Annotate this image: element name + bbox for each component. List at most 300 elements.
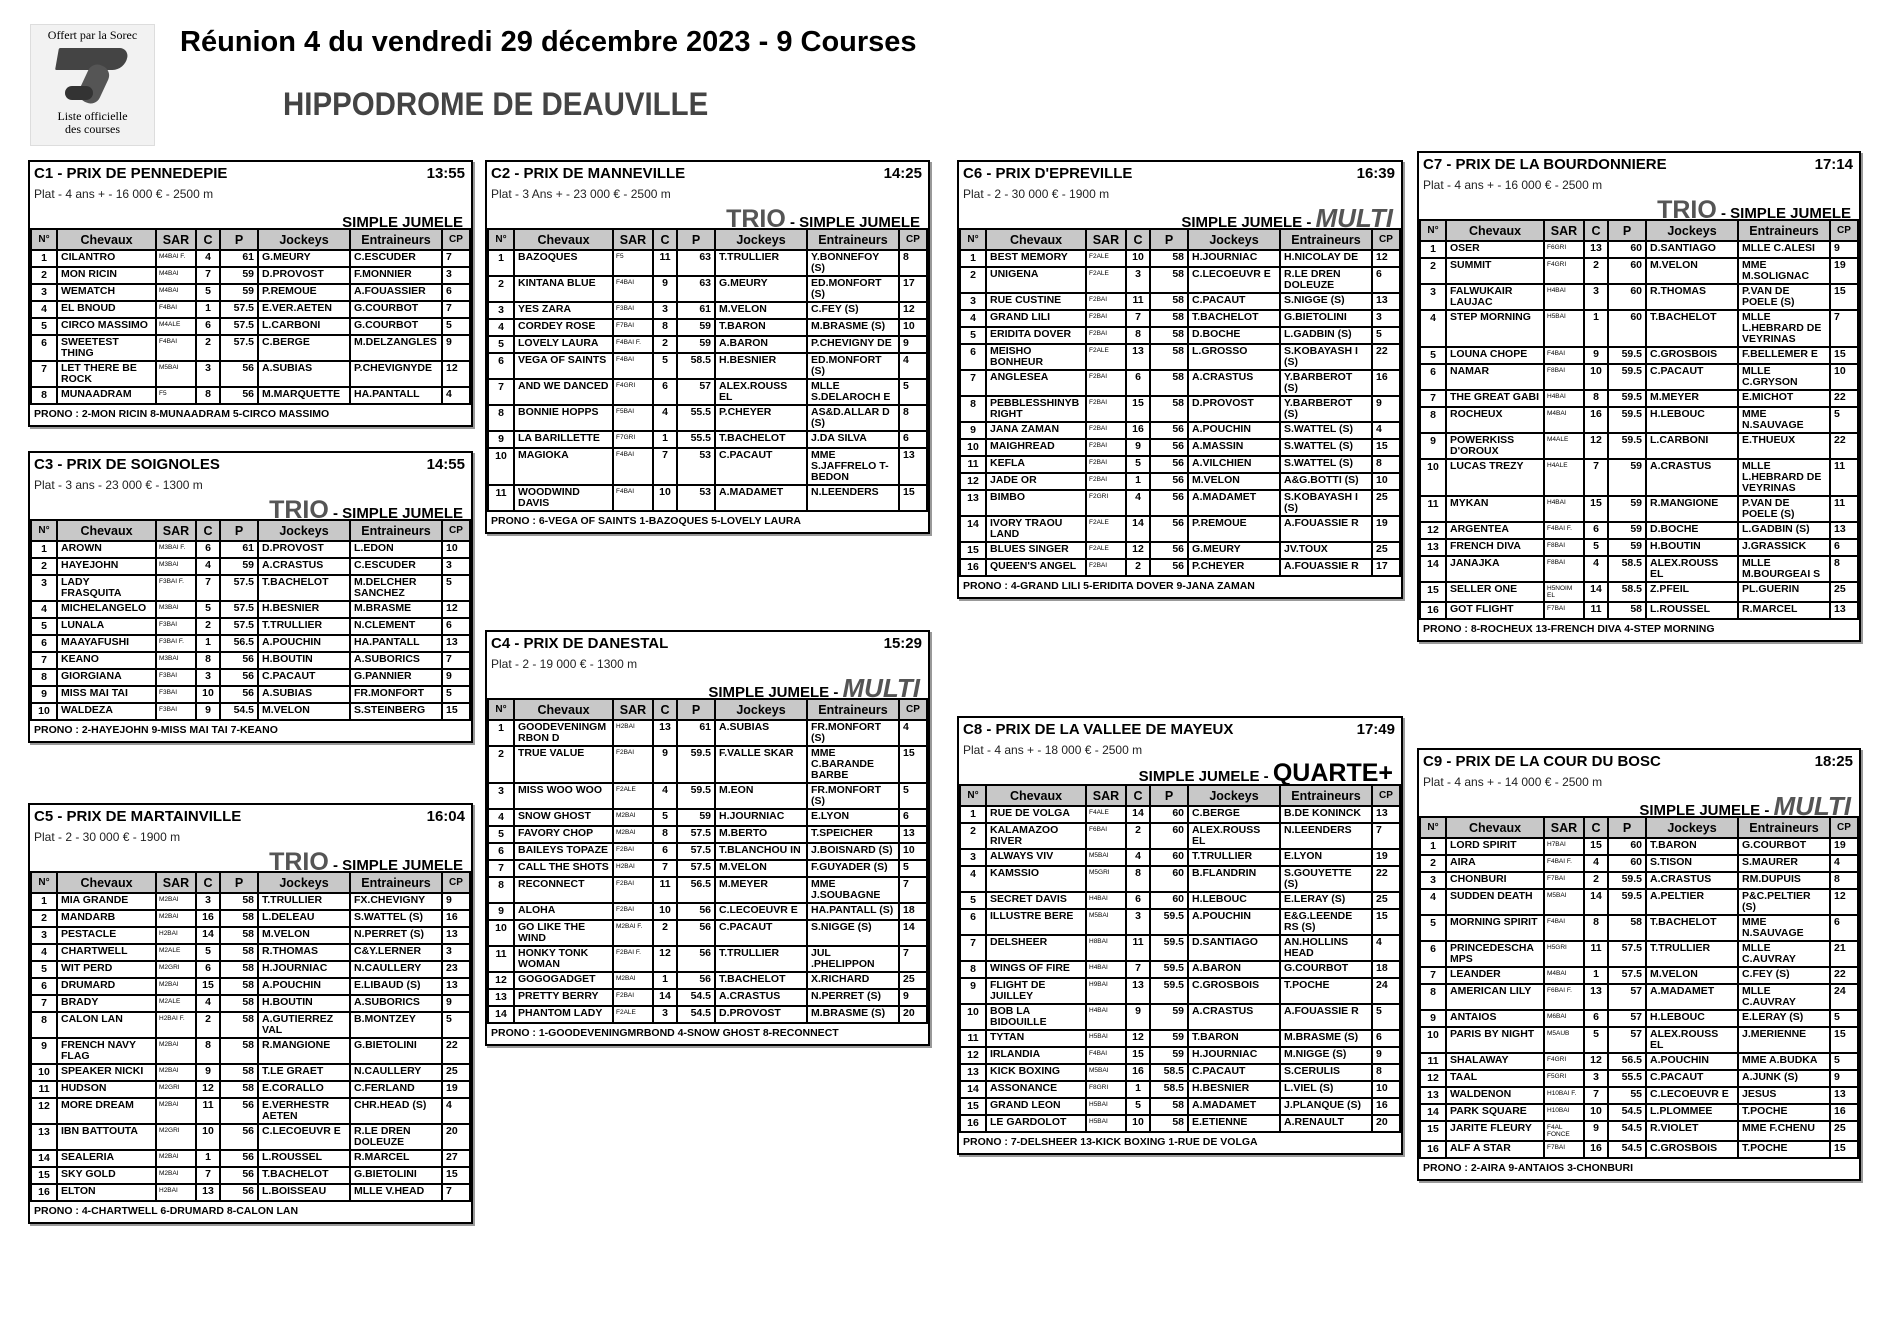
cell-horse: KALAMAZOO RIVER <box>986 823 1086 849</box>
cell-poids: 58 <box>220 910 258 927</box>
cell-corde: 3 <box>653 302 677 319</box>
cell-number: 13 <box>1420 1087 1446 1104</box>
cell-horse: MIA GRANDE <box>57 893 156 910</box>
cell-jockey: P.REMOUE <box>258 284 350 301</box>
cell-jockey: D.SANTIAGO <box>1188 935 1280 961</box>
cell-jockey: C.LECOEUVR E <box>1188 267 1280 293</box>
runners-table <box>959 228 1401 577</box>
cell-number: 1 <box>488 720 514 746</box>
cell-horse: WALDEZA <box>57 703 156 720</box>
cell-jockey: A.PELTIER <box>1646 889 1738 915</box>
runners-table <box>1419 219 1859 620</box>
cell-poids: 56 <box>1150 439 1188 456</box>
cell-jockey: M.EON <box>715 783 807 809</box>
cell-horse: OSER <box>1446 241 1544 258</box>
column-header: P <box>1608 817 1646 838</box>
cell-horse: GIORGIANA <box>57 669 156 686</box>
cell-number: 14 <box>1420 556 1446 582</box>
cell-number: 11 <box>488 946 514 972</box>
cell-corde: 14 <box>653 989 677 1006</box>
bet-main: SIMPLE JUMELE - <box>1181 214 1316 231</box>
cell-jockey: C.GROSBOIS <box>1188 978 1280 1004</box>
cell-number: 4 <box>1420 889 1446 915</box>
table-row <box>31 1012 470 1038</box>
table-header <box>488 229 927 250</box>
cell-corde: 16 <box>196 910 220 927</box>
cell-cp: 6 <box>1830 539 1858 556</box>
cell-cp: 5 <box>442 318 470 335</box>
cell-cp: 7 <box>442 1184 470 1201</box>
cell-corde: 5 <box>1126 456 1150 473</box>
cell-trainer: E.LERAY (S) <box>1280 892 1372 909</box>
cell-sar: M3BAI F. <box>156 541 196 558</box>
table-row <box>960 559 1400 576</box>
cell-horse: BAILEYS TOPAZE <box>514 843 613 860</box>
cell-jockey: A.BARON <box>1188 961 1280 978</box>
cell-cp: 7 <box>899 946 927 972</box>
cell-trainer: M.BRASME (S) <box>1280 1030 1372 1047</box>
cell-trainer: FR.MONFORT (S) <box>807 720 899 746</box>
cell-trainer: F.BELLEMER E <box>1738 347 1830 364</box>
cell-corde: 1 <box>1584 310 1608 347</box>
cell-corde: 13 <box>653 720 677 746</box>
cell-horse: BONNIE HOPPS <box>514 405 613 431</box>
cell-jockey: ALEX.ROUSS EL <box>1188 823 1280 849</box>
cell-poids: 58 <box>1150 396 1188 422</box>
cell-trainer: S.STEINBERG <box>350 703 442 720</box>
cell-jockey: G.MEURY <box>258 250 350 267</box>
table-row <box>31 618 470 635</box>
race-name: C6 - PRIX D'EPREVILLE <box>963 165 1133 182</box>
cell-jockey: H.JOURNIAC <box>715 809 807 826</box>
cell-cp: 15 <box>1830 1027 1858 1053</box>
cell-number: 3 <box>1420 284 1446 310</box>
table-row <box>31 301 470 318</box>
cell-horse: WALDENON <box>1446 1087 1544 1104</box>
cell-jockey: A.POUCHIN <box>1188 909 1280 935</box>
cell-cp: 13 <box>1830 522 1858 539</box>
race-conditions: Plat - 4 ans + - 16 000 € - 2500 m <box>1423 178 1603 192</box>
cell-sar: M2GRI <box>156 1124 196 1150</box>
cell-number: 13 <box>1420 539 1446 556</box>
cell-trainer: FR.MONFORT <box>350 686 442 703</box>
cell-poids: 58 <box>220 1081 258 1098</box>
table-row <box>31 558 470 575</box>
cell-corde: 7 <box>653 860 677 877</box>
cell-corde: 12 <box>1584 433 1608 459</box>
cell-jockey: C.PACAUT <box>1188 1064 1280 1081</box>
logo-top-text: Offert par la Sorec <box>47 28 138 42</box>
cell-corde: 13 <box>1584 984 1608 1010</box>
race-time: 18:25 <box>1814 753 1853 770</box>
column-header: Jockeys <box>258 872 350 893</box>
cell-cp: 4 <box>1372 935 1400 961</box>
table-row <box>31 335 470 361</box>
cell-number: 8 <box>488 405 514 431</box>
cell-jockey: C.LECOEUVR E <box>1646 1087 1738 1104</box>
cell-corde: 12 <box>1584 1053 1608 1070</box>
cell-poids: 55.5 <box>677 431 715 448</box>
cell-trainer: R.MARCEL <box>1738 602 1830 619</box>
cell-corde: 11 <box>1126 935 1150 961</box>
cell-corde: 2 <box>1126 559 1150 576</box>
cell-poids: 58.5 <box>1608 582 1646 602</box>
cell-horse: GOT FLIGHT <box>1446 602 1544 619</box>
table-row <box>960 1004 1400 1030</box>
cell-sar: F4BAI <box>1544 347 1584 364</box>
cell-jockey: E.VER.AETEN <box>258 301 350 318</box>
table-row <box>960 473 1400 490</box>
cell-number: 16 <box>1420 1141 1446 1158</box>
cell-sar: H2BAI F. <box>156 1012 196 1038</box>
cell-corde: 1 <box>196 635 220 652</box>
cell-sar: H5GRI <box>1544 941 1584 967</box>
cell-horse: KAMSSIO <box>986 866 1086 892</box>
cell-cp: 19 <box>1372 516 1400 542</box>
cell-cp: 11 <box>1830 496 1858 522</box>
cell-cp: 9 <box>1372 396 1400 422</box>
cell-corde: 1 <box>1584 967 1608 984</box>
cell-jockey: M.VELON <box>1188 473 1280 490</box>
cell-trainer: T.POCHE <box>1738 1104 1830 1121</box>
cell-number: 2 <box>31 910 57 927</box>
cell-poids: 57.5 <box>677 826 715 843</box>
cell-number: 1 <box>488 250 514 276</box>
cell-cp: 10 <box>899 319 927 336</box>
cell-sar: F7GRI <box>613 431 653 448</box>
cell-cp: 13 <box>442 927 470 944</box>
cell-trainer: RM.DUPUIS <box>1738 872 1830 889</box>
cell-horse: DRUMARD <box>57 978 156 995</box>
cell-number: 13 <box>960 490 986 516</box>
cell-corde: 9 <box>653 746 677 783</box>
cell-cp: 12 <box>442 601 470 618</box>
cell-poids: 60 <box>1150 892 1188 909</box>
cell-corde: 3 <box>1584 284 1608 310</box>
cell-trainer: N.PERRET (S) <box>807 989 899 1006</box>
cell-number: 2 <box>1420 258 1446 284</box>
cell-poids: 56 <box>220 1150 258 1167</box>
cell-number: 12 <box>31 1098 57 1124</box>
cell-number: 10 <box>31 1064 57 1081</box>
cell-corde: 2 <box>1126 823 1150 849</box>
cell-number: 4 <box>960 866 986 892</box>
cell-horse: WIT PERD <box>57 961 156 978</box>
cell-trainer: A.FOUASSIER <box>350 284 442 301</box>
bet-tail: QUARTE+ <box>1272 759 1393 787</box>
table-row <box>1420 1121 1858 1141</box>
cell-poids: 59 <box>677 336 715 353</box>
cell-corde: 13 <box>1126 978 1150 1004</box>
table-row <box>31 669 470 686</box>
cell-corde: 9 <box>1126 439 1150 456</box>
prono: PRONO : 4-CHARTWELL 6-DRUMARD 8-CALON LAN <box>34 1205 299 1217</box>
table-row <box>31 318 470 335</box>
race-header <box>1419 750 1859 773</box>
cell-jockey: L.GROSSO <box>1188 344 1280 370</box>
cell-number: 11 <box>960 1030 986 1047</box>
cell-jockey: H.BESNIER <box>715 353 807 379</box>
cell-cp: 8 <box>1830 872 1858 889</box>
cell-number: 1 <box>1420 838 1446 855</box>
column-header: SAR <box>1086 785 1126 806</box>
cell-sar: F2BAI <box>613 746 653 783</box>
cell-jockey: G.MEURY <box>1188 542 1280 559</box>
cell-sar: F2ALE <box>1086 267 1126 293</box>
cell-sar: F4BAI <box>613 276 653 302</box>
cell-corde: 1 <box>653 431 677 448</box>
cell-poids: 57 <box>1608 1027 1646 1053</box>
cell-trainer: M.BRASME <box>350 601 442 618</box>
cell-horse: LUCAS TREZY <box>1446 459 1544 496</box>
cell-jockey: T.TRULLIER <box>1646 941 1738 967</box>
cell-sar: M5AUB <box>1544 1027 1584 1053</box>
prono: PRONO : 2-HAYEJOHN 9-MISS MAI TAI 7-KEANO <box>34 724 278 736</box>
table-header <box>960 229 1400 250</box>
cell-jockey: A.GUTIERREZ VAL <box>258 1012 350 1038</box>
table-row <box>488 250 927 276</box>
race-conditions: Plat - 2 - 19 000 € - 1300 m <box>491 657 638 671</box>
cell-corde: 4 <box>653 783 677 809</box>
cell-sar: M5GRI <box>1086 866 1126 892</box>
table-row <box>31 961 470 978</box>
cell-sar: F4BAI <box>1544 915 1584 941</box>
cell-poids: 59.5 <box>1608 364 1646 390</box>
cell-sar: M2BAI <box>156 1038 196 1064</box>
cell-sar: F2BAI <box>613 989 653 1006</box>
cell-horse: KINTANA BLUE <box>514 276 613 302</box>
column-header: P <box>220 872 258 893</box>
cell-trainer: P.VAN DE POELE (S) <box>1738 284 1830 310</box>
cell-horse: CALL THE SHOTS <box>514 860 613 877</box>
cell-cp: 4 <box>442 387 470 404</box>
cell-horse: PRINCEDESCHAMPS <box>1446 941 1544 967</box>
table-row <box>960 961 1400 978</box>
cell-sar: F2BAI <box>613 877 653 903</box>
cell-trainer: L.GADBIN (S) <box>1280 327 1372 344</box>
race-conditions: Plat - 4 ans + - 18 000 € - 2500 m <box>963 743 1143 757</box>
cell-poids: 54.5 <box>1608 1121 1646 1141</box>
table-row <box>31 635 470 652</box>
cell-jockey: H.LEBOUC <box>1646 407 1738 433</box>
cell-cp: 25 <box>1372 490 1400 516</box>
cell-jockey: A.SUBIAS <box>258 686 350 703</box>
column-header: Entraineurs <box>350 229 442 250</box>
cell-sar: M2BAI <box>613 972 653 989</box>
table-row <box>31 995 470 1012</box>
table-row <box>1420 1027 1858 1053</box>
race-header <box>487 162 928 185</box>
cell-sar: F4GRI <box>1544 1053 1584 1070</box>
cell-horse: RECONNECT <box>514 877 613 903</box>
cell-number: 11 <box>1420 496 1446 522</box>
cell-poids: 59 <box>220 284 258 301</box>
table-row <box>31 703 470 720</box>
cell-poids: 55.5 <box>1608 1070 1646 1087</box>
cell-trainer: T.POCHE <box>1738 1141 1830 1158</box>
cell-cp: 11 <box>1830 459 1858 496</box>
cell-sar: F2ALE <box>1086 344 1126 370</box>
cell-trainer: P.CHEVIGNY DE <box>807 336 899 353</box>
cell-jockey: M.MEYER <box>1646 390 1738 407</box>
cell-number: 5 <box>960 327 986 344</box>
cell-number: 12 <box>488 972 514 989</box>
cell-corde: 1 <box>1126 473 1150 490</box>
cell-cp: 4 <box>899 353 927 379</box>
table-row <box>960 267 1400 293</box>
cell-poids: 56 <box>677 920 715 946</box>
cell-number: 9 <box>1420 1010 1446 1027</box>
cell-jockey: H.LEBOUC <box>1188 892 1280 909</box>
cell-corde: 5 <box>1584 539 1608 556</box>
cell-jockey: T.BACHELOT <box>1188 310 1280 327</box>
column-header: N° <box>488 699 514 720</box>
cell-jockey: M.VELON <box>715 302 807 319</box>
cell-trainer: R.LE DREN DOLEUZE <box>1280 267 1372 293</box>
cell-cp: 5 <box>1830 407 1858 433</box>
cell-horse: SNOW GHOST <box>514 809 613 826</box>
cell-cp: 15 <box>1830 347 1858 364</box>
column-header: SAR <box>156 520 196 541</box>
cell-cp: 6 <box>899 809 927 826</box>
cell-jockey: H.JOURNIAC <box>258 961 350 978</box>
cell-cp: 13 <box>442 635 470 652</box>
cell-cp: 24 <box>1372 978 1400 1004</box>
cell-poids: 59.5 <box>1150 961 1188 978</box>
cell-cp: 12 <box>1830 889 1858 915</box>
cell-cp: 7 <box>442 250 470 267</box>
cell-jockey: R.MANGIONE <box>258 1038 350 1064</box>
cell-cp: 5 <box>1830 1053 1858 1070</box>
cell-horse: MISS WOO WOO <box>514 783 613 809</box>
cell-sar: M4BAI F. <box>156 250 196 267</box>
cell-cp: 5 <box>442 1012 470 1038</box>
table-row <box>31 1150 470 1167</box>
cell-jockey: M.MEYER <box>715 877 807 903</box>
cell-horse: KICK BOXING <box>986 1064 1086 1081</box>
cell-jockey: A.SUBIAS <box>258 361 350 387</box>
cell-trainer: G.BIETOLINI <box>1280 310 1372 327</box>
cell-trainer: E.MICHOT <box>1738 390 1830 407</box>
cell-poids: 58 <box>1150 310 1188 327</box>
cell-sar: H4BAI <box>1086 1004 1126 1030</box>
table-row <box>488 946 927 972</box>
cell-poids: 57.5 <box>220 618 258 635</box>
column-header: Chevaux <box>57 229 156 250</box>
cell-sar: H5NOIM EL <box>1544 582 1584 602</box>
table-row <box>1420 556 1858 582</box>
cell-jockey: A.BARON <box>715 336 807 353</box>
bet-types <box>30 846 471 876</box>
cell-sar: F8BAI <box>1544 539 1584 556</box>
cell-trainer: AN.HOLLINS HEAD <box>1280 935 1372 961</box>
table-row <box>960 1115 1400 1132</box>
cell-poids: 58 <box>1608 602 1646 619</box>
bet-types <box>1419 194 1859 224</box>
table-row <box>960 1081 1400 1098</box>
cell-cp: 22 <box>1830 390 1858 407</box>
cell-trainer: FX.CHEVIGNY <box>350 893 442 910</box>
cell-sar: M3BAI <box>156 652 196 669</box>
cell-corde: 5 <box>196 944 220 961</box>
cell-jockey: C.BERGE <box>258 335 350 361</box>
cell-cp: 12 <box>1372 250 1400 267</box>
cell-trainer: MME S.JAFFRELO T-BEDON <box>807 448 899 485</box>
cell-number: 8 <box>960 396 986 422</box>
cell-cp: 15 <box>899 485 927 511</box>
cell-sar: H10BAI F. <box>1544 1087 1584 1104</box>
table-row <box>960 823 1400 849</box>
column-header: Entraineurs <box>1738 220 1830 241</box>
cell-sar: F2BAI <box>613 843 653 860</box>
cell-number: 3 <box>31 284 57 301</box>
table-row <box>488 826 927 843</box>
cell-number: 7 <box>31 995 57 1012</box>
cell-sar: M5BAI <box>1544 889 1584 915</box>
cell-sar: M2ALE <box>156 995 196 1012</box>
cell-sar: H4BAI <box>1544 390 1584 407</box>
bet-tail: MULTI <box>1773 791 1851 821</box>
cell-cp: 18 <box>899 903 927 920</box>
cell-cp: 6 <box>899 431 927 448</box>
cell-cp: 13 <box>1372 293 1400 310</box>
cell-jockey: C.PACAUT <box>715 448 807 485</box>
prono: PRONO : 6-VEGA OF SAINTS 1-BAZOQUES 5-LOVELY LAURA <box>491 515 801 527</box>
column-header: C <box>1584 220 1608 241</box>
cell-trainer: MLLE V.HEAD <box>350 1184 442 1201</box>
cell-jockey: C.BERGE <box>1188 806 1280 823</box>
cell-number: 3 <box>1420 872 1446 889</box>
cell-corde: 8 <box>653 319 677 336</box>
cell-jockey: A.CRASTUS <box>715 989 807 1006</box>
cell-horse: AIRA <box>1446 855 1544 872</box>
cell-poids: 59.5 <box>1150 909 1188 935</box>
cell-corde: 12 <box>653 946 677 972</box>
cell-jockey: T.BARON <box>715 319 807 336</box>
cell-sar: F2ALE <box>613 1006 653 1023</box>
cell-sar: M5BAI <box>1086 909 1126 935</box>
cell-poids: 54.5 <box>1608 1104 1646 1121</box>
cell-corde: 7 <box>196 575 220 601</box>
table-row <box>1420 258 1858 284</box>
cell-sar: H5BAI <box>1086 1098 1126 1115</box>
cell-sar: F4BAI <box>156 335 196 361</box>
cell-jockey: T.BACHELOT <box>715 972 807 989</box>
cell-corde: 3 <box>1584 1070 1608 1087</box>
cell-trainer: MME N.SAUVAGE <box>1738 407 1830 433</box>
table-row <box>488 1006 927 1023</box>
bet-types <box>1419 791 1859 821</box>
cell-cp: 10 <box>1372 473 1400 490</box>
column-header: CP <box>1372 229 1400 250</box>
cell-cp: 4 <box>1372 422 1400 439</box>
table-row <box>1420 941 1858 967</box>
cell-trainer: M.DELZANGLES <box>350 335 442 361</box>
cell-sar: M5BAI <box>1086 849 1126 866</box>
cell-sar: F6BAI F. <box>1544 984 1584 1010</box>
cell-corde: 9 <box>196 1064 220 1081</box>
cell-trainer: JV.TOUX <box>1280 542 1372 559</box>
cell-corde: 5 <box>196 601 220 618</box>
cell-jockey: H.LEBOUC <box>1646 1010 1738 1027</box>
cell-sar: F4GRI <box>1544 258 1584 284</box>
cell-trainer: M.BRASME (S) <box>807 319 899 336</box>
cell-corde: 2 <box>1584 872 1608 889</box>
cell-corde: 5 <box>653 353 677 379</box>
cell-horse: FLIGHT DE JUILLEY <box>986 978 1086 1004</box>
cell-cp: 6 <box>1830 915 1858 941</box>
cell-jockey: D.PROVOST <box>1188 396 1280 422</box>
